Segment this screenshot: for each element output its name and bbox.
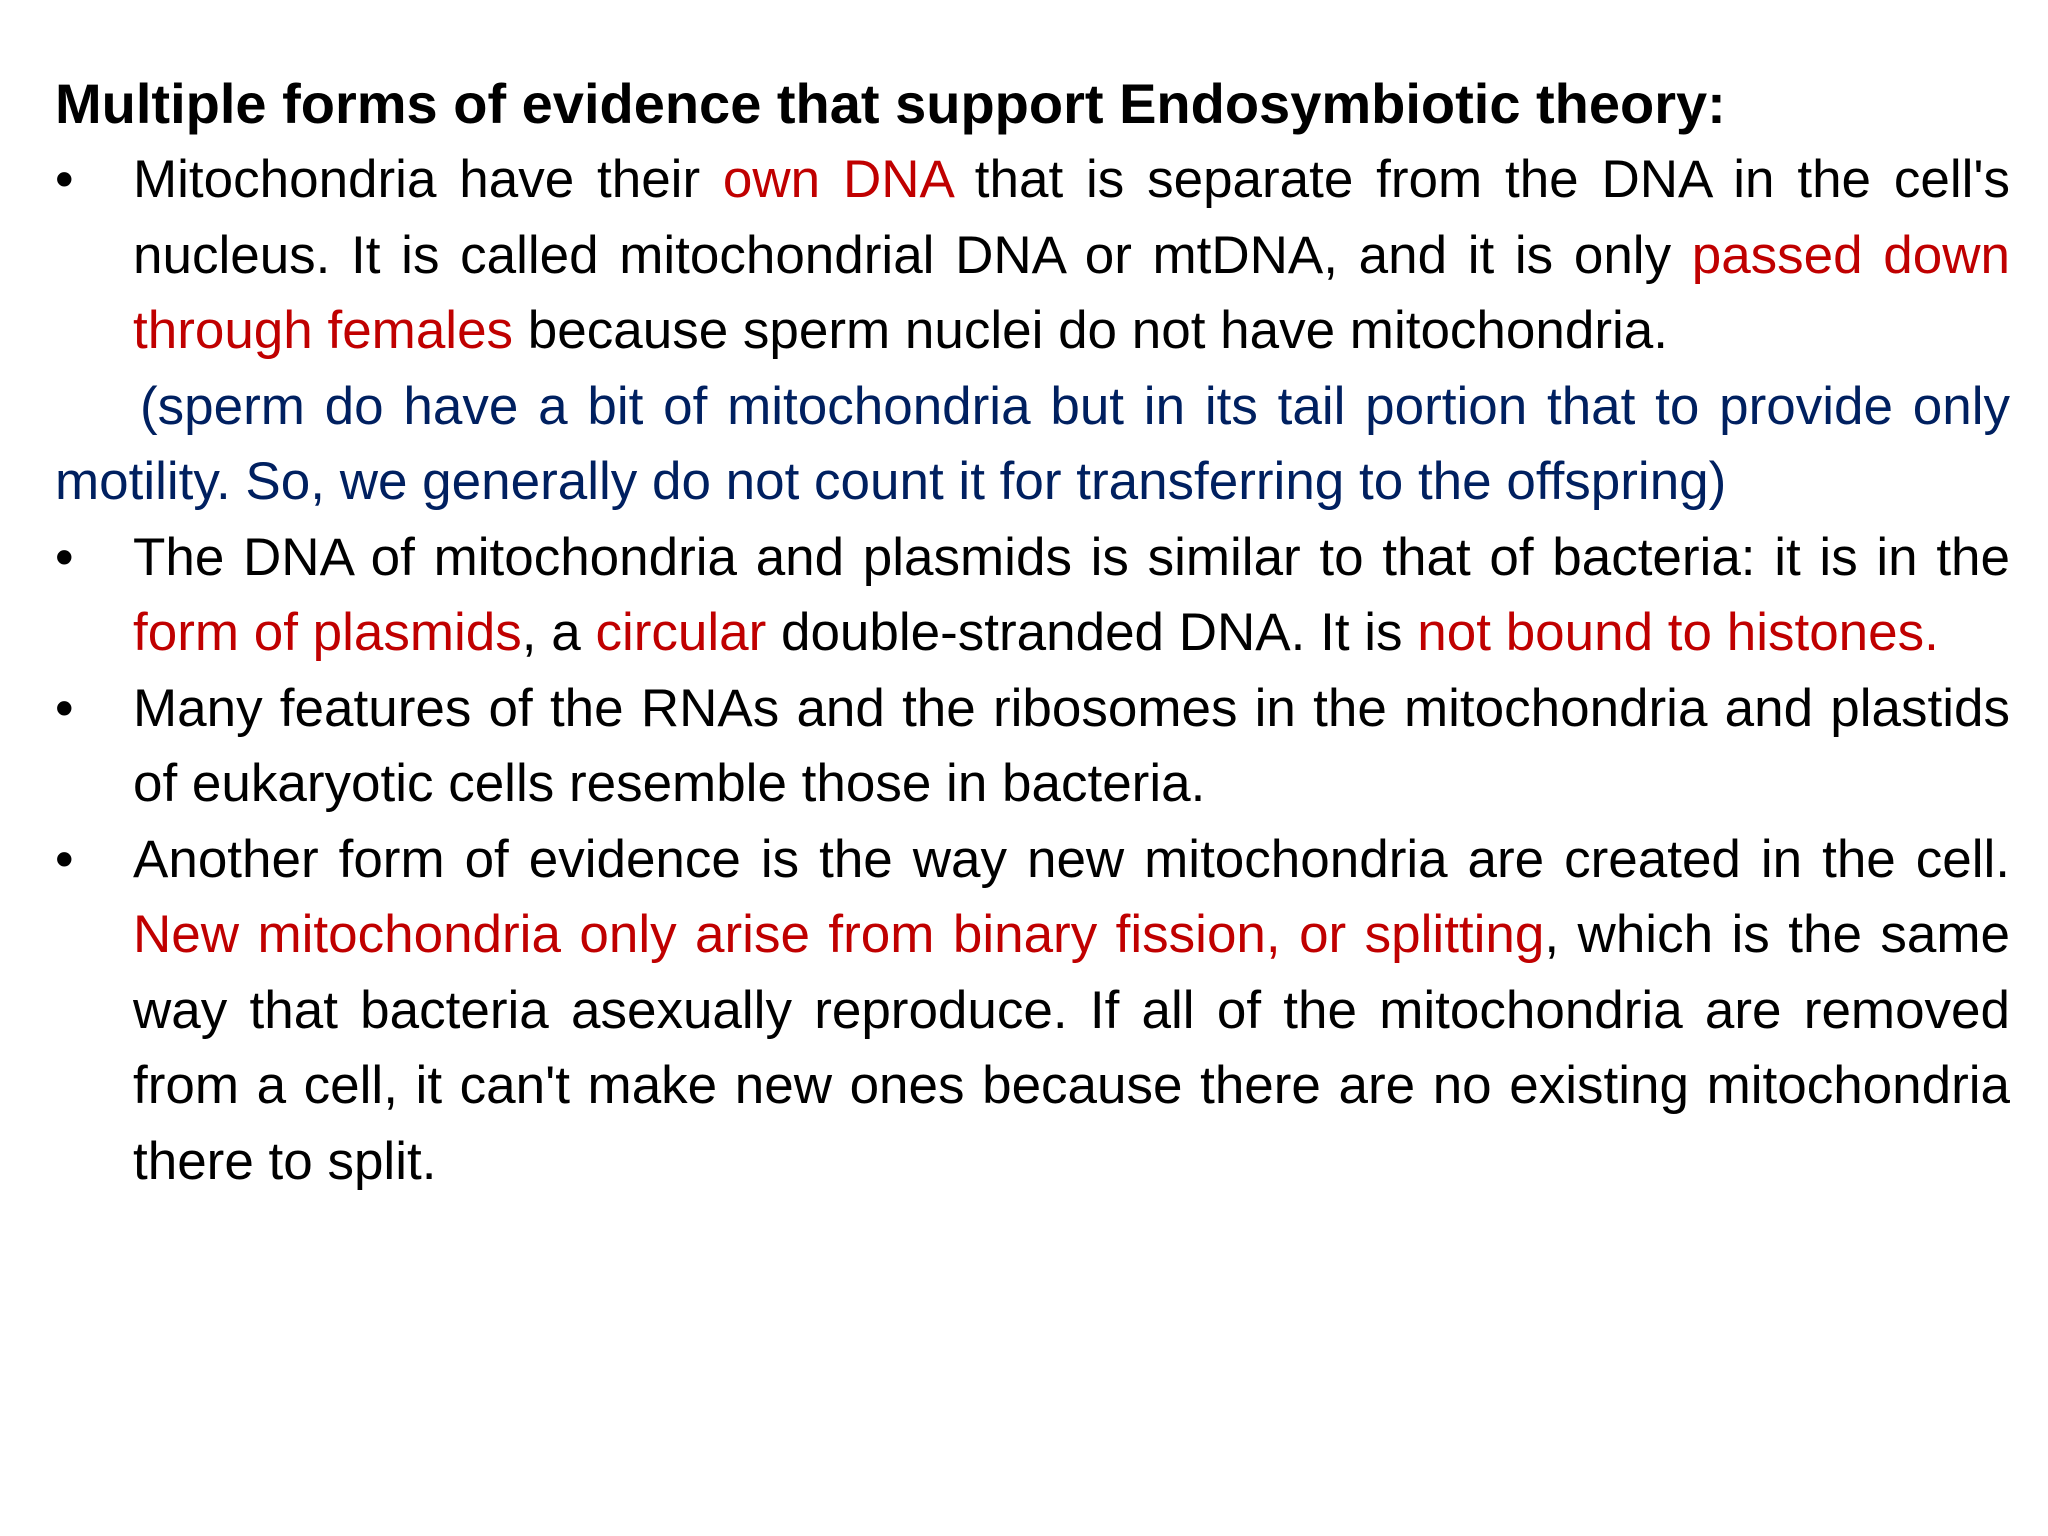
bullet4-text-2: , which is the same way that bacteria asexually reproduce. If all of the mitochondria are removed from a cell, it can't make new ones because there are no existing mitochondria there to split. bbox=[133, 905, 2010, 1191]
bullet-dot-icon: • bbox=[55, 150, 74, 209]
bullet3-text-1: Many features of the RNAs and the ribosomes in the mitochondria and plastids of eukaryotic cells resemble those in bacteria. bbox=[133, 678, 2010, 813]
sperm-note: (sperm do have a bit of mitochondria but in its tail portion that to provide only motility. So, we generally do not count it for transferring to the offspring) bbox=[55, 376, 2010, 511]
bullet2-text-3: double-stranded DNA. It is bbox=[766, 603, 1418, 662]
bullet4-text-1: Another form of evidence is the way new mitochondria are created in the cell. bbox=[133, 829, 2010, 889]
bullet-item-ribosomes bbox=[55, 671, 2010, 822]
bullet1-text-1: Mitochondria have their bbox=[133, 150, 723, 209]
bullet4-highlight-fission: New mitochondria only arise from binary fission, or splitting bbox=[133, 905, 1545, 964]
slide-title: Multiple forms of evidence that support Endosymbiotic theory: bbox=[55, 72, 1726, 135]
bullet1-highlight-own-dna: own DNA bbox=[722, 150, 952, 209]
bullet1-text-2: that is separate from the DNA in the cell's nucleus. It is called mitochondrial DNA or mtDNA, and it is only bbox=[133, 150, 2010, 285]
bullet-item-own-dna bbox=[55, 142, 2010, 369]
bullet-dot-icon: • bbox=[55, 678, 74, 738]
bullet-dot-icon: • bbox=[55, 829, 74, 889]
bullet2-text-1: The DNA of mitochondria and plasmids is similar to that of bacteria: it is in the bbox=[133, 527, 2010, 587]
bullet1-text-3: because sperm nuclei do not have mitochondria. bbox=[513, 301, 1668, 360]
bullet-item-plasmids bbox=[55, 520, 2010, 671]
bullet-dot-icon: • bbox=[55, 527, 74, 587]
bullet2-highlight-histones: not bound to histones. bbox=[1417, 603, 1939, 662]
bullet1-highlight-females: passed down through females bbox=[133, 225, 2010, 360]
bullet-item-binary-fission bbox=[55, 822, 2010, 1200]
slide-content bbox=[55, 66, 2010, 1199]
bullet2-highlight-plasmids: form of plasmids bbox=[133, 603, 522, 662]
bullet2-highlight-circular: circular bbox=[595, 603, 767, 662]
bullet2-text-2: , a bbox=[521, 603, 596, 662]
